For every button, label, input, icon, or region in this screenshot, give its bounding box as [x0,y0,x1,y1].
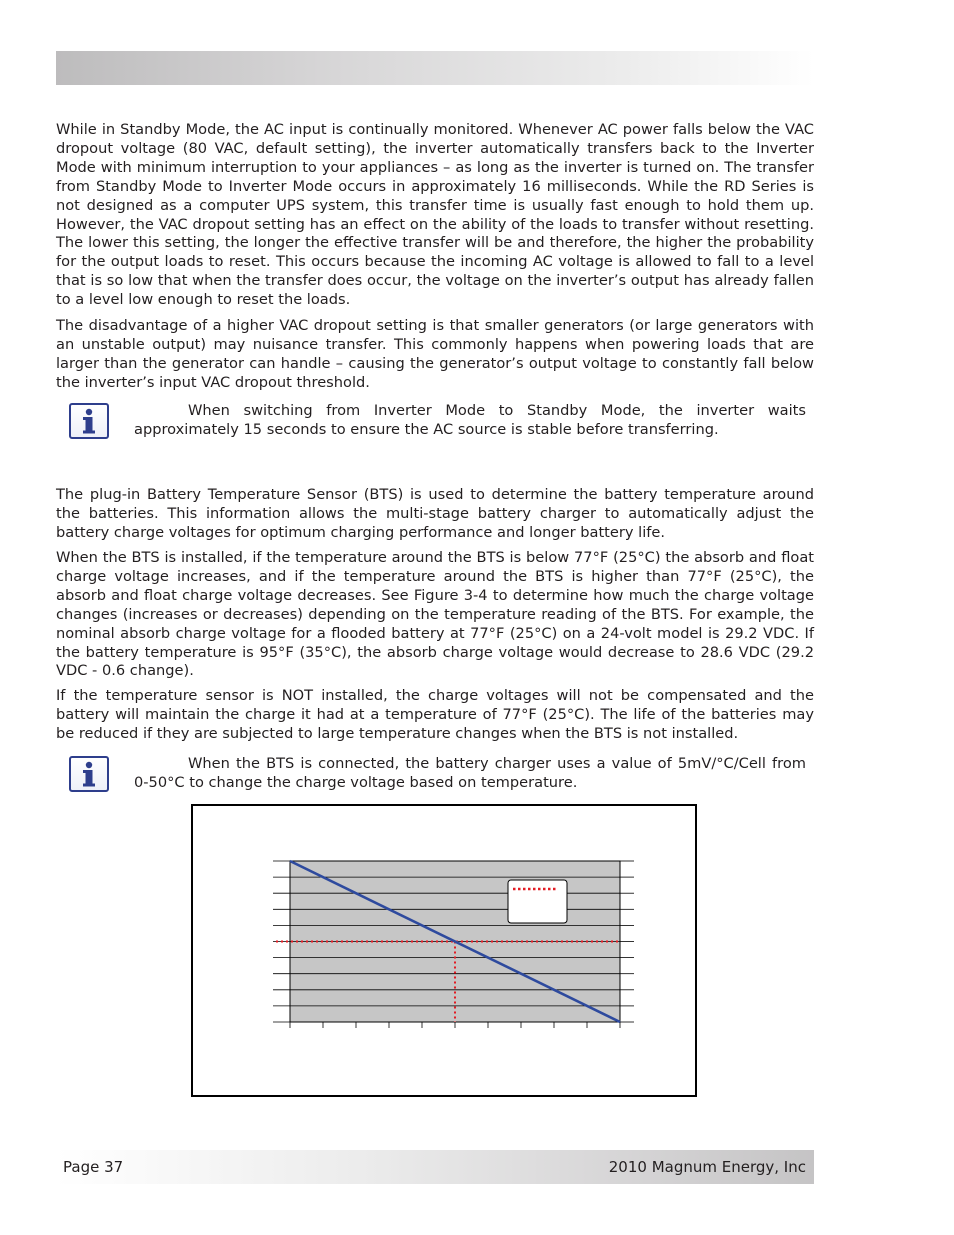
temperature-compensation-chart [191,804,697,1097]
bts-paragraph-1: The plug-in Battery Temperature Sensor (BTS) is used to determine the battery temperature around the batteries. This information allows the multi-stage battery charger to automatically adjust the battery charge voltages for optimum charging performance and longer battery life. [56,486,814,541]
bts-paragraph-2: When the BTS is installed, if the temperature around the BTS is below 77°F (25°C) the absorb and float charge voltage increases, and if the temperature around the BTS is higher than 77°F (25°C), the absorb and float charge voltage decreases. See Figure 3-4 to determine how much the charge voltage changes (increases or decreases) depending on the temperature reading of the BTS. For example, the nominal absorb charge voltage for a flooded battery at 77°F (25°C) on a 24-volt model is 29.2 VDC. If the battery temperature is 95°F (35°C), the absorb charge voltage would decrease to 28.6 VDC (29.2 VDC - 0.6 change). [56,549,814,680]
chart-svg [193,806,695,1095]
transfer-note: When switching from Inverter Mode to Standby Mode, the inverter waits approximately 15 seconds to ensure the AC source is stable before transferring. [134,402,806,438]
standby-paragraph-2: The disadvantage of a higher VAC dropout setting is that smaller generators (or large generators with an unstable output) may nuisance transfer. This commonly happens when powering loads that are larger than the generator can handle – causing the generator’s output voltage to constantly fall below the inverter’s input VAC dropout threshold. [56,317,814,391]
header-band [56,51,814,85]
bts-note: When the BTS is connected, the battery charger uses a value of 5mV/°C/Cell from 0-50°C to change the charge voltage based on temperature. [134,755,806,791]
info-icon [69,756,109,792]
standby-paragraph-1: While in Standby Mode, the AC input is continually monitored. Whenever AC power falls below the VAC dropout voltage (80 VAC, default setting), the inverter automatically transfers back to the Inverter Mode with minimum interruption to your appliances – as long as the inverter is turned on. The transfer from Standby Mode to Inverter Mode occurs in approximately 16 milliseconds. While the RD Series is not designed as a computer UPS system, this transfer time is usually fast enough to hold them up. However, the VAC dropout setting has an effect on the ability of the loads to transfer without resetting. The lower this setting, the longer the effective transfer will be and therefore, the higher the probability for the output loads to reset. This occurs because the incoming AC voltage is allowed to fall to a level that is so low that when the transfer does occur, the voltage on the inverter’s output has already fallen to a level low enough to reset the loads. [56,121,814,309]
page-number: Page 37 [63,1158,124,1176]
footer-copyright: 2010 Magnum Energy, Inc [608,1158,806,1176]
legend-box [508,880,567,923]
bts-paragraph-3: If the temperature sensor is NOT installed, the charge voltages will not be compensated and the battery will maintain the charge it had at a temperature of 77°F (25°C). The life of the batteries may be reduced if they are subjected to large temperature changes when the BTS is not installed. [56,687,814,742]
info-icon [69,403,109,439]
